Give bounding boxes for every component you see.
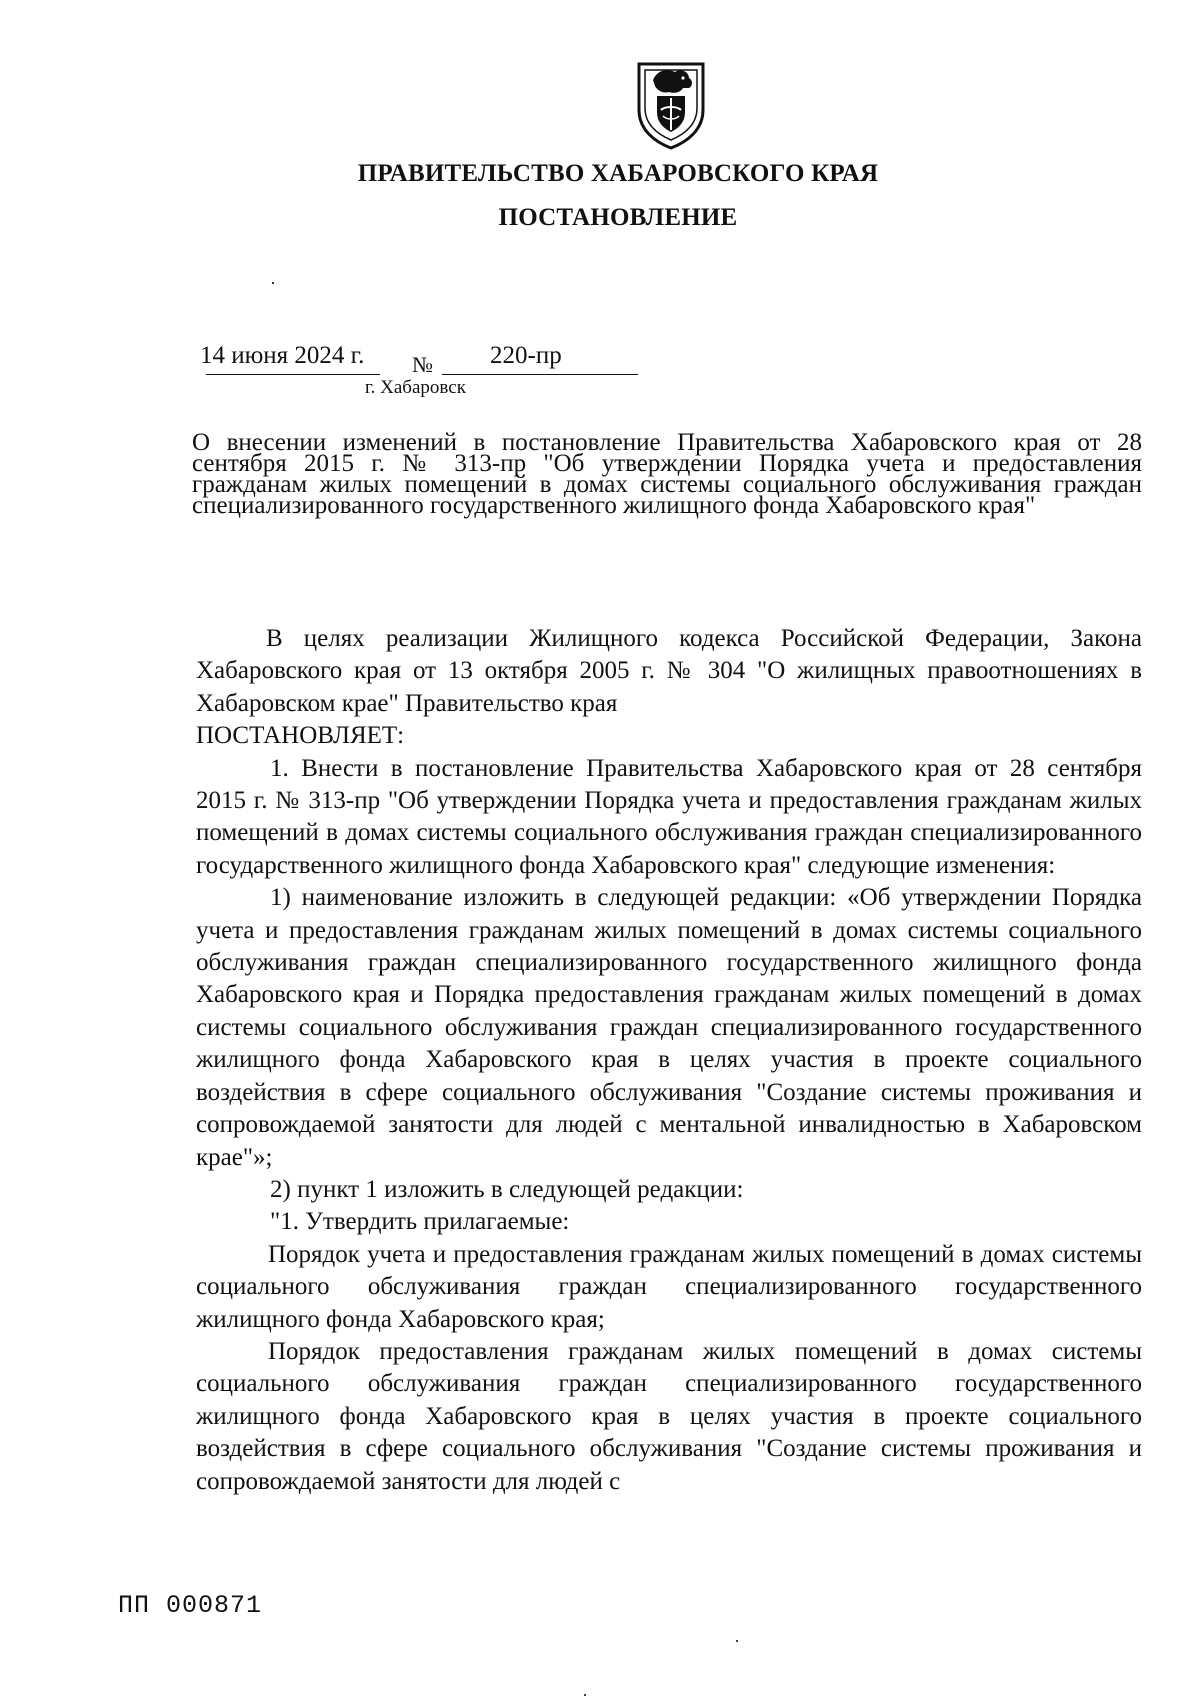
order-1-paragraph: Порядок учета и предоставления гражданам жилых помещений в домах системы социального обслуживания граждан специализированного государственного жилищного фонда Хабаровского края; [196, 1240, 1142, 1333]
document-type-heading: ПОСТАНОВЛЕНИЕ [498, 204, 738, 231]
scan-mark [584, 1694, 586, 1696]
document-body [196, 623, 1142, 1498]
coat-of-arms-emblem [633, 58, 709, 150]
subitem-1-paragraph: 1) наименование изложить в следующей редакции: «Об утверждении Порядка учета и предоставления гражданам жилых помещений в домах системы социального обслуживания граждан специализированного государственного жилищного фонда Хабаровского края и Порядка предоставления гражданам жилых помещений в домах системы социального обслуживания граждан специализированного государственного жилищного фонда Хабаровского края в целях участия в проекте социального воздействия в сфере социального обслуживания "Создание системы проживания и сопровождаемой занятости для людей с ментальной инвалидностью в Хабаровском крае"»; [196, 884, 1142, 1171]
number-field [442, 342, 638, 375]
document-title: О внесении изменений в постановление Правительства Хабаровского края от 28 сентября 2015 г. № 313-пр "Об утверждении Порядка учета и предоставления гражданам жилых помещений в домах системы социального обслуживания граждан специализированного государственного жилищного фонда Хабаровского края" [192, 429, 1142, 519]
quote-start-paragraph: "1. Утвердить прилагаемые: [270, 1208, 570, 1236]
scan-mark [736, 1640, 738, 1642]
scan-mark [272, 282, 274, 284]
city-label: г. Хабаровск [365, 377, 466, 398]
resolves-label: ПОСТАНОВЛЯЕТ: [196, 722, 405, 750]
number-sign: № [412, 352, 433, 377]
subitem-2-paragraph: 2) пункт 1 изложить в следующей редакции: [270, 1175, 744, 1203]
document-number: 220-пр [490, 342, 562, 369]
document-date: 14 июня 2024 г. [200, 342, 365, 369]
date-field [200, 342, 380, 375]
government-heading: ПРАВИТЕЛЬСТВО ХАБАРОВСКОГО КРАЯ [357, 160, 879, 187]
item-1-paragraph: 1. Внести в постановление Правительства Хабаровского края от 28 сентября 2015 г. № 313-пр "Об утверждении Порядка учета и предоставления гражданам жилых помещений в домах системы социального обслуживания граждан специализированного государственного жилищного фонда Хабаровского края" следующие изменения: [196, 754, 1142, 879]
order-2-paragraph: Порядок предоставления гражданам жилых помещений в домах системы социального обслуживания граждан специализированного государственного жилищного фонда Хабаровского края в целях участия в проекте социального воздействия в сфере социального обслуживания "Создание системы проживания и сопровождаемой занятости для людей с [196, 1337, 1142, 1495]
preamble-paragraph: В целях реализации Жилищного кодекса Российской Федерации, Закона Хабаровского края от 13 октября 2005 г. № 304 "О жилищных правоотношениях в Хабаровском крае" Правительство края [196, 625, 1142, 717]
form-code: ПП 000871 [118, 1591, 263, 1620]
